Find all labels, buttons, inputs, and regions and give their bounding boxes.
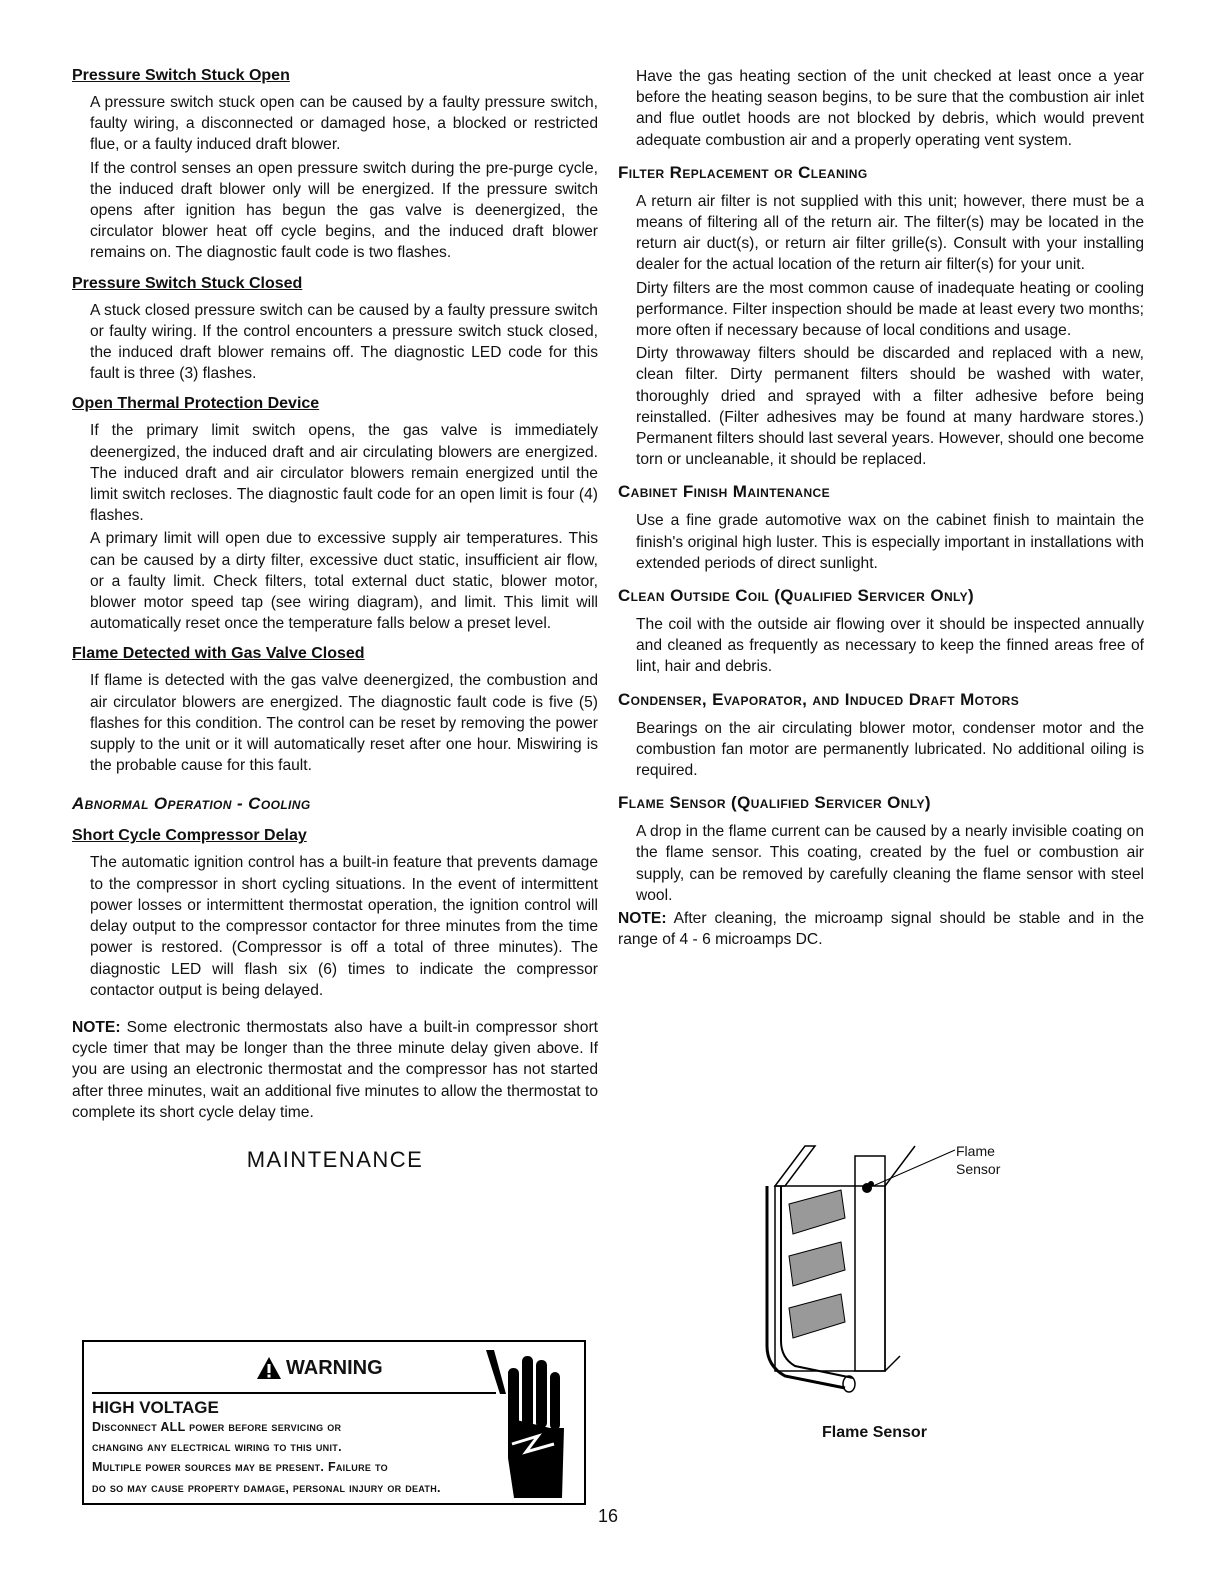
section-heading: Flame Sensor (Qualified Servicer Only) [618,793,931,813]
electric-hand-icon [472,1348,582,1498]
warning-line: changing any electrical wiring to this unit. [92,1440,342,1454]
note-text: Some electronic thermostats also have a built-in compressor short cycle timer that may be longer than the three minute delay given above. If you are using an electronic thermostat and the compressor has not started after three minutes, wait an additional five minutes to allow the thermostat to complete its short cycle delay time. [72,1018,598,1121]
section-heading: Open Thermal Protection Device [72,395,320,413]
paragraph: The automatic ignition control has a built-in feature that prevents damage to the compressor in short cycling situations. In the event of intermittent power losses or intermittent thermostat operation, the ignition control will delay output to the compressor contactor for three minutes from the time power is restored. (Compressor is off a total of three minutes). The diagnostic LED will flash six (6) times to indicate the compressor contactor output is being delayed. [90,854,598,999]
note-paragraph [618,908,1144,950]
paragraph: A pressure switch stuck open can be caused by a faulty pressure switch, faulty wiring, a disconnected or damaged hose, a blocked or restricted flue, or a faulty induced draft blower. [90,94,598,154]
paragraph: A primary limit will open due to excessive supply air temperatures. This can be caused by a dirty filter, excessive duct static, insufficient air flow, or a faulty limit. Check filters, total external duct static, blower motor, blower motor speed tap (see wiring diagram), and limit. This limit will automatically reset once the temperature falls below a preset level. [90,530,598,633]
note-paragraph [72,1017,598,1123]
paragraph: Use a fine grade automotive wax on the cabinet finish to maintain the finish's original high luster. This is especially important in installations with extended periods of direct sunlight. [636,512,1144,572]
figure-caption: Flame Sensor [822,1424,927,1441]
paragraph: Bearings on the air circulating blower motor, condenser motor and the combustion fan motor are permanently lubricated. No additional oiling is required. [636,719,1144,780]
warning-title-text: WARNING [286,1356,383,1379]
section-heading: Pressure Switch Stuck Closed [72,274,303,292]
warning-box [82,1340,586,1505]
section-heading: Abnormal Operation - Cooling [72,794,311,814]
paragraph: Dirty throwaway filters should be discarded and replaced with a new, clean filter. Dirty permanent filters should be washed with water, thoroughly dried and sprayed with a filter adhesive before being reinstalled. (Filter adhesives may be found at many hardware stores.) Permanent filters should last several years. However, should one become torn or uncleanable, it should be replaced. [636,345,1144,469]
warning-line: do so may cause property damage, personal injury or death. [92,1481,441,1495]
warning-title [256,1356,383,1380]
paragraph: Have the gas heating section of the unit checked at least once a year before the heating season begins, to be sure that the combustion air inlet and flue outlet hoods are not blocked by debris, which would prevent adequate combustion air and a properly operating vent system. [636,68,1144,149]
figure-label: Sensor [956,1161,1001,1177]
section-heading: Flame Detected with Gas Valve Closed [72,645,365,663]
paragraph: A stuck closed pressure switch can be caused by a faulty pressure switch or faulty wiring. If the control encounters a pressure switch stuck closed, the induced draft blower remains off. The diagnostic LED code for this fault is three (3) flashes. [90,301,598,383]
paragraph: The coil with the outside air flowing over it should be inspected annually and cleaned as frequently as necessary to keep the finned areas free of lint, hair and debris. [636,616,1144,676]
warning-line: Disconnect ALL power before servicing or [92,1420,342,1434]
section-heading: Condenser, Evaporator, and Induced Draft Motors [618,689,1020,709]
paragraph: A drop in the flame current can be caused by a nearly invisible coating on the flame sensor. This coating, created by the fuel or combustion air supply, can be removed by carefully cleaning the flame sensor with steel wool. [636,823,1144,904]
note-label: NOTE: [72,1018,121,1036]
paragraph: If flame is detected with the gas valve deenergized, the combustion and air circulator blowers are energized. The diagnostic fault code is five (5) flashes for this condition. The control can be reset by removing the power supply to the unit or it will automatically reset after one hour. Miswiring is the probable cause for this fault. [90,672,598,775]
left-column [72,66,598,1191]
paragraph: Dirty filters are the most common cause of inadequate heating or cooling performance. Filter inspection should be made at least every two months; more often if necessary because of local conditions and usage. [636,279,1144,340]
note-text: After cleaning, the microamp signal should be stable and in the range of 4 - 6 microamps DC. [618,910,1144,949]
paragraph: If the primary limit switch opens, the gas valve is immediately deenergized, the induced draft and air circulating blowers are energized. The induced draft and air circulator blowers remain energized until the limit switch recloses. The diagnostic fault code for an open limit is four (4) flashes. [90,422,598,525]
warning-triangle-icon [256,1356,282,1380]
section-heading: Short Cycle Compressor Delay [72,827,307,845]
high-voltage-label: HIGH VOLTAGE [92,1398,219,1417]
divider [92,1392,496,1394]
maintenance-title: MAINTENANCE [246,1146,424,1172]
note-label: NOTE: [618,910,667,928]
right-column [618,66,1144,953]
section-heading: Clean Outside Coil (Qualified Servicer Only) [618,586,975,606]
section-heading: Filter Replacement or Cleaning [618,162,868,182]
paragraph: A return air filter is not supplied with this unit; however, there must be a means of filtering all of the return air. The filter(s) may be located in the return air duct(s), or return air filter grille(s). Consult with your installing dealer for the actual location of the return air filter(s) for your unit. [636,192,1144,274]
figure-label: Flame [956,1143,995,1159]
section-heading: Pressure Switch Stuck Open [72,67,290,84]
warning-line: Multiple power sources may be present. Failure to [92,1460,388,1474]
section-heading: Cabinet Finish Maintenance [618,482,831,502]
page-number: 16 [598,1506,619,1526]
paragraph: If the control senses an open pressure switch during the pre-purge cycle, the induced draft blower only will be energized. If the pressure switch opens after ignition has begun the gas valve is deenergized, the circulator blower heat off cycle begins, and the induced draft blower remains on. The diagnostic fault code is two flashes. [90,159,598,262]
